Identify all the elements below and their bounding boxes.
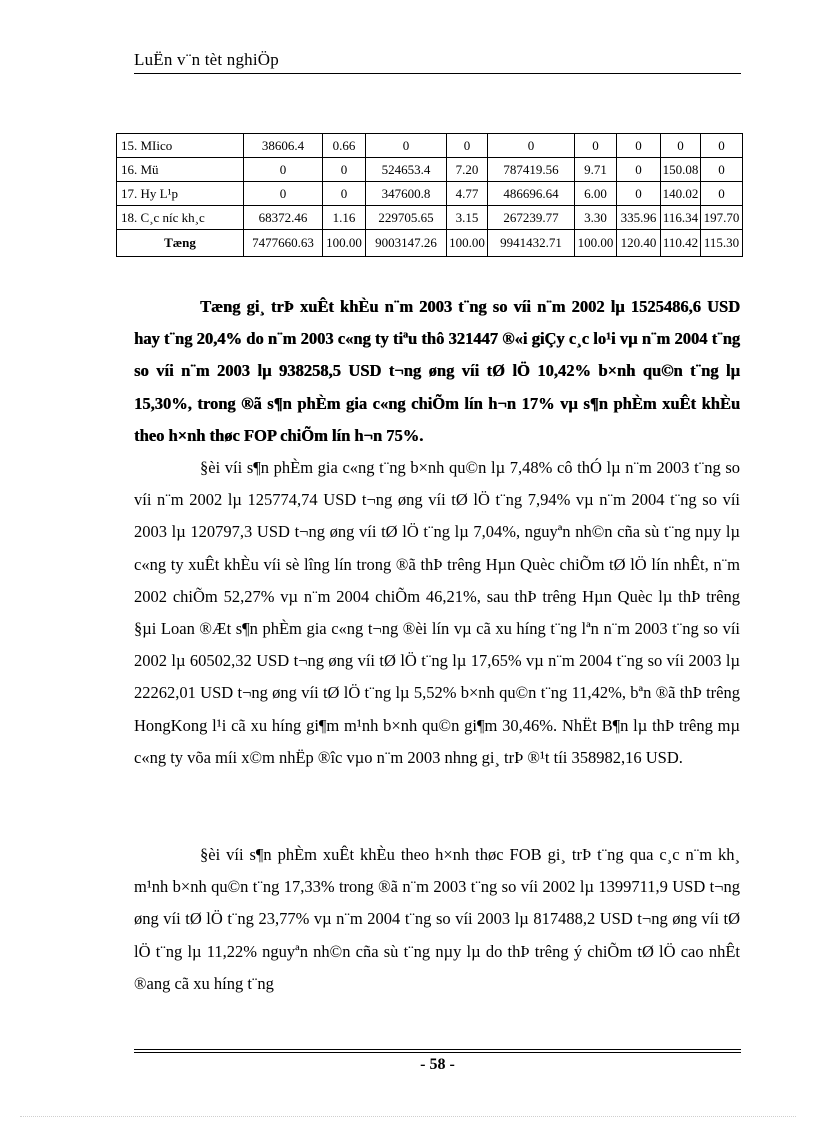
table-cell: 9003147.26 — [366, 230, 447, 257]
paragraph-total-export — [134, 291, 740, 452]
export-value-table — [116, 133, 743, 257]
table-cell: 0 — [701, 182, 743, 206]
paragraph-text: §èi víi s¶n phÈm xuÊt khÈu theo h×nh thøc FOB gi¸ trÞ t¨ng qua c¸c n¨m kh¸ m¹nh b×nh qu©n t¨ng 17,33% trong ®ã n¨m 2003 t¨ng so víi 2002 lµ 1399711,9 USD t¬ng øng víi tØ lÖ t¨ng 23,77% vµ n¨m 2004 t¨ng so víi 2003 lµ 817488,2 USD t¬ng øng víi tØ lÖ t¨ng lµ 11,22% nguyªn nh©n cña sù t¨ng nµy lµ do thÞ trêng ý chiÕm tØ lÖ cao nhÊt ®ang cã xu híng t¨ng — [134, 845, 740, 993]
footer-rule — [134, 1052, 741, 1053]
table-cell: 4.77 — [447, 182, 488, 206]
table-cell-country: 18. C¸c níc kh¸c — [117, 206, 244, 230]
page-number: - 58 - — [420, 1056, 455, 1073]
table-cell: 347600.8 — [366, 182, 447, 206]
table-cell: 0 — [244, 182, 323, 206]
table-row — [117, 206, 743, 230]
table-cell: 120.40 — [617, 230, 661, 257]
table-cell: 140.02 — [661, 182, 701, 206]
table-total-label: Tæng — [117, 230, 244, 257]
table-cell: 486696.64 — [488, 182, 575, 206]
table-row — [117, 182, 743, 206]
header-rule — [134, 73, 741, 74]
table-cell-country: 16. Mü — [117, 158, 244, 182]
paragraph-text: §èi víi s¶n phÈm gia c«ng t¨ng b×nh qu©n lµ 7,48% cô thÓ lµ n¨m 2003 t¨ng so víi n¨m 2002 lµ 125774,74 USD t¬ng øng víi tØ lÖ t¨ng 7,94% vµ n¨m 2004 t¨ng so víi 2003 lµ 120797,3 USD t¬ng øng víi tØ lÖ t¨ng lµ 7,04%, nguyªn nh©n cña sù t¨ng nµy lµ c«ng ty xuÊt khÈu víi sè lîng lín trong ®ã thÞ trêng Hµn Quèc chiÕm tØ lÖ lín nhÊt, n¨m 2002 chiÕm 52,27% vµ n¨m 2004 chiÕm 46,21%, sau thÞ trêng Hµn Quèc lµ thÞ trêng §µi Loan ®Æt s¶n phÈm gia c«ng t¬ng ®èi lín vµ cã xu híng t¨ng lªn n¨m 2003 t¨ng so víi 2002 lµ 60502,32 USD t¬ng øng víi tØ lÖ t¨ng lµ 17,65% vµ n¨m 2004 t¨ng so víi 2003 lµ 22262,01 USD t¬ng øng víi tØ lÖ t¨ng lµ 5,52% b×nh qu©n t¨ng 11,42%, bªn ®ã thÞ trêng HongKong l¹i cã xu híng gi¶m m¹nh b×nh qu©n gi¶m 30,46%. NhËt B¶n lµ thÞ trêng mµ c«ng ty võa míi x©m nhËp ®îc vµo n¨m 2003 nhng gi¸ trÞ ®¹t tíi 358982,16 USD. — [134, 458, 740, 767]
table-cell: 150.08 — [661, 158, 701, 182]
table-cell: 787419.56 — [488, 158, 575, 182]
table-cell: 9.71 — [575, 158, 617, 182]
table-cell: 100.00 — [575, 230, 617, 257]
table-cell: 68372.46 — [244, 206, 323, 230]
table-cell: 0 — [701, 158, 743, 182]
table-cell: 0 — [366, 134, 447, 158]
table-total-row — [117, 230, 743, 257]
table-cell: 116.34 — [661, 206, 701, 230]
table-cell: 0 — [617, 182, 661, 206]
table-cell: 524653.4 — [366, 158, 447, 182]
table-cell: 0 — [661, 134, 701, 158]
footer-rule — [134, 1049, 741, 1050]
table-cell: 38606.4 — [244, 134, 323, 158]
table-cell: 0 — [447, 134, 488, 158]
table-cell: 0 — [575, 134, 617, 158]
table-cell: 0 — [488, 134, 575, 158]
table-cell: 0 — [323, 158, 366, 182]
table-cell: 7.20 — [447, 158, 488, 182]
table-cell: 3.15 — [447, 206, 488, 230]
paragraph-fob-products — [134, 839, 740, 1000]
table-cell: 197.70 — [701, 206, 743, 230]
table-cell: 0 — [617, 158, 661, 182]
table-cell: 1.16 — [323, 206, 366, 230]
table-row — [117, 134, 743, 158]
table-row — [117, 158, 743, 182]
table-cell: 0 — [323, 182, 366, 206]
page-bottom-border — [20, 1116, 796, 1117]
paragraph-text: Tæng gi¸ trÞ xuÊt khÈu n¨m 2003 t¨ng so víi n¨m 2002 lµ 1525486,6 USD hay t¨ng 20,4% do n¨m 2003 c«ng ty tiªu thô 321447 ®«i giÇy c¸c lo¹i vµ n¨m 2004 t¨ng so víi n¨m 2003 lµ 938258,5 USD t¬ng øng víi tØ lÖ 10,42% b×nh qu©n t¨ng lµ 15,30%, trong ®ã s¶n phÈm gia c«ng chiÕm lín h¬n 17% vµ s¶n phÈm xuÊt khÈu theo h×nh thøc FOP chiÕm lín h¬n 75%. — [134, 297, 740, 445]
table-cell: 3.30 — [575, 206, 617, 230]
table-cell: 0.66 — [323, 134, 366, 158]
table-cell: 229705.65 — [366, 206, 447, 230]
header-title: LuËn v¨n tèt nghiÖp — [134, 50, 279, 69]
table-cell: 0 — [617, 134, 661, 158]
table-cell: 115.30 — [701, 230, 743, 257]
table-cell: 9941432.71 — [488, 230, 575, 257]
table-cell: 6.00 — [575, 182, 617, 206]
paragraph-processing-products — [134, 452, 740, 774]
table-cell: 100.00 — [323, 230, 366, 257]
table-cell: 100.00 — [447, 230, 488, 257]
table-cell-country: 15. MIico — [117, 134, 244, 158]
table-cell: 7477660.63 — [244, 230, 323, 257]
table-cell: 0 — [244, 158, 323, 182]
table-cell: 0 — [701, 134, 743, 158]
table-cell-country: 17. Hy L¹p — [117, 182, 244, 206]
table-cell: 267239.77 — [488, 206, 575, 230]
table-cell: 110.42 — [661, 230, 701, 257]
table-cell: 335.96 — [617, 206, 661, 230]
